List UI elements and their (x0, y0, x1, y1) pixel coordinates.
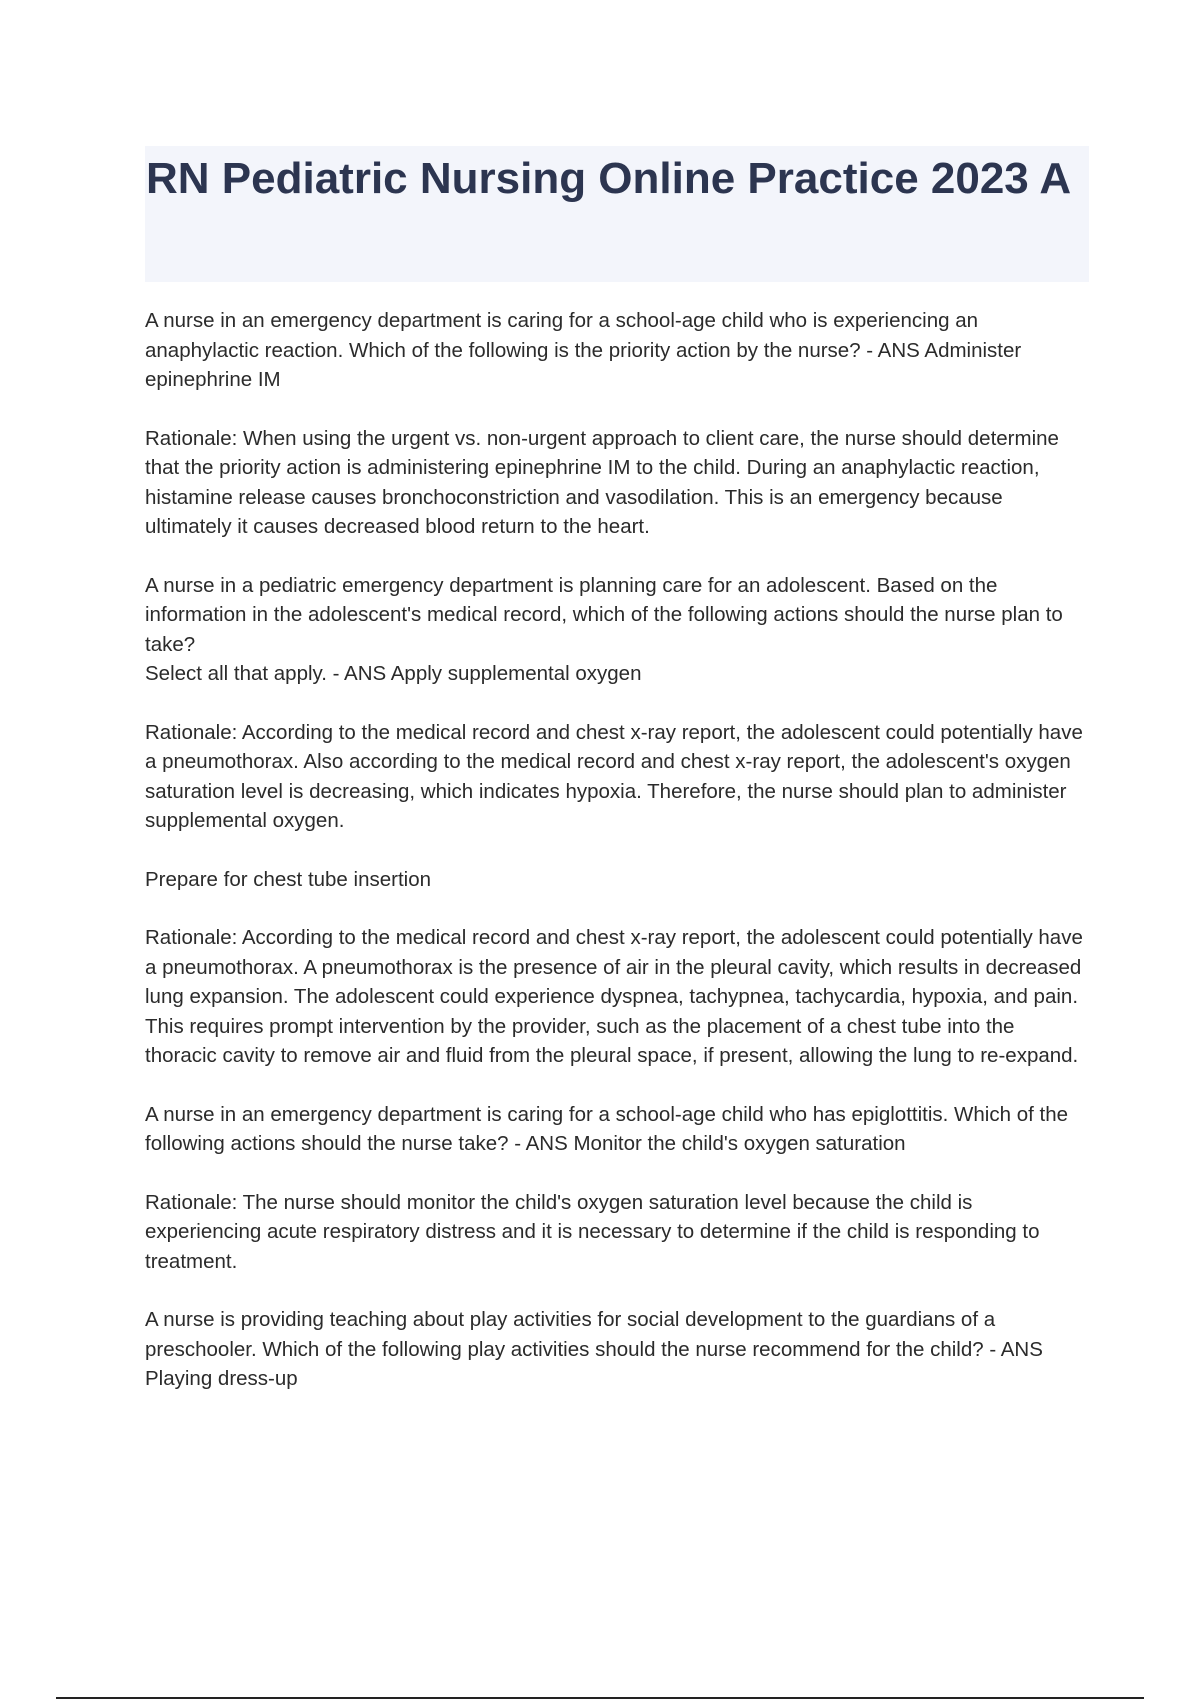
document-body (145, 306, 1090, 1423)
question-3: A nurse in an emergency department is caring for a school-age child who has epiglottitis. Which of the following actions should the nurse take? - ANS Monitor the child's oxygen saturation (145, 1102, 1068, 1155)
page-bottom-rule (56, 1697, 1144, 1699)
question-2: A nurse in a pediatric emergency department is planning care for an adolescent. Based on the information in the adolescent's medical record, which of the following actions should the nurse plan to take? Select all that apply. - ANS Apply supplemental oxygen (145, 573, 1063, 685)
rationale-2b: Rationale: According to the medical record and chest x-ray report, the adolescent could potentially have a pneumothorax. A pneumothorax is the presence of air in the pleural cavity, which results in decreased lung expansion. The adolescent could experience dyspnea, tachypnea, tachycardia, hypoxia, and pain. This requires prompt intervention by the provider, such as the placement of a chest tube into the thoracic cavity to remove air and fluid from the pleural space, if present, allowing the lung to re-expand. (145, 926, 1083, 1067)
rationale-1: Rationale: When using the urgent vs. non-urgent approach to client care, the nurse should determine that the priority action is administering epinephrine IM to the child. During an anaphylactic reaction, histamine release causes bronchoconstriction and vasodilation. This is an emergency because ultimately it causes decreased blood return to the heart. (145, 426, 1059, 538)
answer-2b: Prepare for chest tube insertion (145, 867, 432, 891)
rationale-3: Rationale: The nurse should monitor the child's oxygen saturation level because the child is experiencing acute respiratory distress and it is necessary to determine if the child is responding to treatment. (145, 1190, 1040, 1273)
question-1: A nurse in an emergency department is caring for a school-age child who is experiencing an anaphylactic reaction. Which of the following is the priority action by the nurse? - ANS Administer epinephrine IM (145, 309, 1022, 391)
question-4: A nurse is providing teaching about play activities for social development to the guardians of a preschooler. Which of the following play activities should the nurse recommend for the child? - ANS Playing dress-up (145, 1308, 1043, 1390)
document-title: RN Pediatric Nursing Online Practice 2023 A (146, 154, 1072, 203)
rationale-2a: Rationale: According to the medical record and chest x-ray report, the adolescent could potentially have a pneumothorax. Also according to the medical record and chest x-ray report, the adolescent's oxygen saturation level is decreasing, which indicates hypoxia. Therefore, the nurse should plan to administer supplemental oxygen. (145, 720, 1083, 832)
